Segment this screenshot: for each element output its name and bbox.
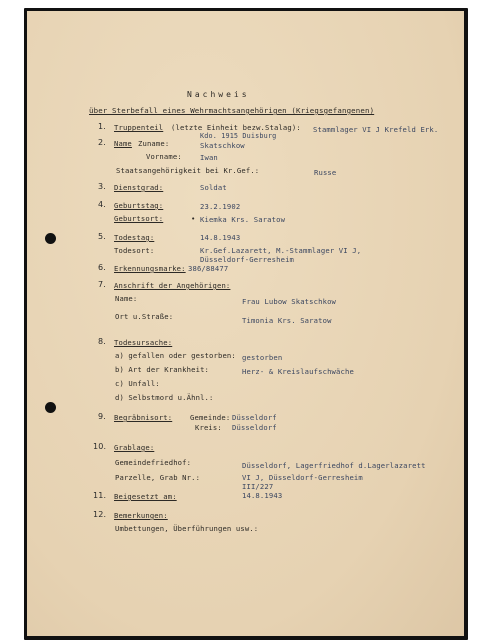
label-truppenteil-detail: (letzte Einheit bezw.Stalag): — [171, 123, 301, 132]
value-vorname: Iwan — [200, 153, 218, 162]
value-todesort-city: Düsseldorf-Gerresheim — [200, 255, 295, 264]
item-number-2: 2. — [98, 138, 106, 147]
label-unfall: c) Unfall: — [115, 379, 160, 388]
value-truppenteil: Stammlager VI J Krefeld Erk. — [313, 125, 439, 134]
item-number-9: 9. — [98, 412, 106, 421]
label-truppenteil: Truppenteil — [114, 123, 164, 132]
item-number-5: 5. — [98, 232, 106, 241]
item-number-11: 11. — [93, 491, 107, 500]
label-bemerkungen: Bemerkungen: — [114, 511, 168, 520]
value-beigesetzt: 14.8.1943 — [242, 491, 283, 500]
value-zuname: Skatschkow — [200, 141, 245, 150]
value-todestag: 14.8.1943 — [200, 233, 241, 242]
label-grablage: Grablage: — [114, 443, 155, 452]
document-page — [27, 11, 464, 636]
value-gefallen: gestorben — [242, 353, 283, 362]
label-gemeindefriedhof: Gemeindefriedhof: — [115, 458, 192, 467]
value-grab-nr: III/227 — [242, 482, 274, 491]
label-todesort: Todesort: — [114, 246, 155, 255]
value-parzelle: VI J, Düsseldorf-Gerresheim — [242, 473, 363, 482]
item-number-12: 12. — [93, 510, 107, 519]
item-number-4: 4. — [98, 200, 106, 209]
value-gemeinde: Düsseldorf — [232, 413, 277, 422]
label-dienstgrad: Dienstgrad: — [114, 183, 164, 192]
label-gemeinde: Gemeinde: — [190, 413, 231, 422]
item-number-10: 10. — [93, 442, 107, 451]
value-dienstgrad: Soldat — [200, 183, 227, 192]
label-gefallen: a) gefallen oder gestorben: — [115, 351, 236, 360]
label-name: Name — [114, 139, 132, 148]
value-kommando: Kdo. 1915 Duisburg — [200, 132, 277, 140]
label-krankheit: b) Art der Krankheit: — [115, 365, 210, 374]
label-anschrift: Anschrift der Angehörigen: — [114, 281, 231, 290]
item-number-8: 8. — [98, 337, 106, 346]
label-vorname: Vorname: — [146, 152, 182, 161]
value-erkennungsmarke: 386/88477 — [188, 264, 229, 273]
document-title: Nachweis — [187, 90, 250, 99]
value-geburtsort: Kiemka Krs. Saratow — [200, 215, 286, 224]
label-erkennungsmarke: Erkennungsmarke: — [114, 264, 186, 273]
label-begraebnisort: Begräbnisort: — [114, 413, 173, 422]
label-angehoerige-name: Name: — [115, 294, 138, 303]
value-geburtstag: 23.2.1902 — [200, 202, 241, 211]
label-todesursache: Todesursache: — [114, 338, 173, 347]
separator-mark: • — [191, 214, 196, 223]
item-number-1: 1. — [98, 122, 106, 131]
label-ort-strasse: Ort u.Straße: — [115, 312, 174, 321]
document-subtitle: über Sterbefall eines Wehrmachtsangehörigen (Kriegsgefangenen) — [89, 106, 375, 115]
label-geburtstag: Geburtstag: — [114, 201, 164, 210]
label-zuname: Zuname: — [138, 139, 170, 148]
value-kreis: Düsseldorf — [232, 423, 277, 432]
label-selbstmord: d) Selbstmord u.Ähnl.: — [115, 393, 214, 402]
value-gemeindefriedhof: Düsseldorf, Lagerfriedhof d.Lagerlazarett — [242, 461, 426, 470]
punch-hole-top — [45, 233, 56, 244]
label-geburtsort: Geburtsort: — [114, 214, 164, 223]
label-staatsangehoerigkeit: Staatsangehörigkeit bei Kr.Gef.: — [116, 166, 260, 175]
label-parzelle: Parzelle, Grab Nr.: — [115, 473, 201, 482]
label-umbettungen: Umbettungen, Überführungen usw.: — [115, 524, 259, 533]
value-staatsangehoerigkeit: Russe — [314, 168, 337, 177]
item-number-7: 7. — [98, 280, 106, 289]
value-krankheit: Herz- & Kreislaufschwäche — [242, 367, 354, 376]
punch-hole-bottom — [45, 402, 56, 413]
label-kreis: Kreis: — [195, 423, 222, 432]
value-angehoerige-name: Frau Lubow Skatschkow — [242, 297, 337, 306]
label-beigesetzt: Beigesetzt am: — [114, 492, 177, 501]
value-todesort: Kr.Gef.Lazarett, M.-Stammlager VI J, — [200, 246, 362, 255]
item-number-3: 3. — [98, 182, 106, 191]
value-ort-strasse: Timonia Krs. Saratow — [242, 316, 332, 325]
item-number-6: 6. — [98, 263, 106, 272]
label-todestag: Todestag: — [114, 233, 155, 242]
